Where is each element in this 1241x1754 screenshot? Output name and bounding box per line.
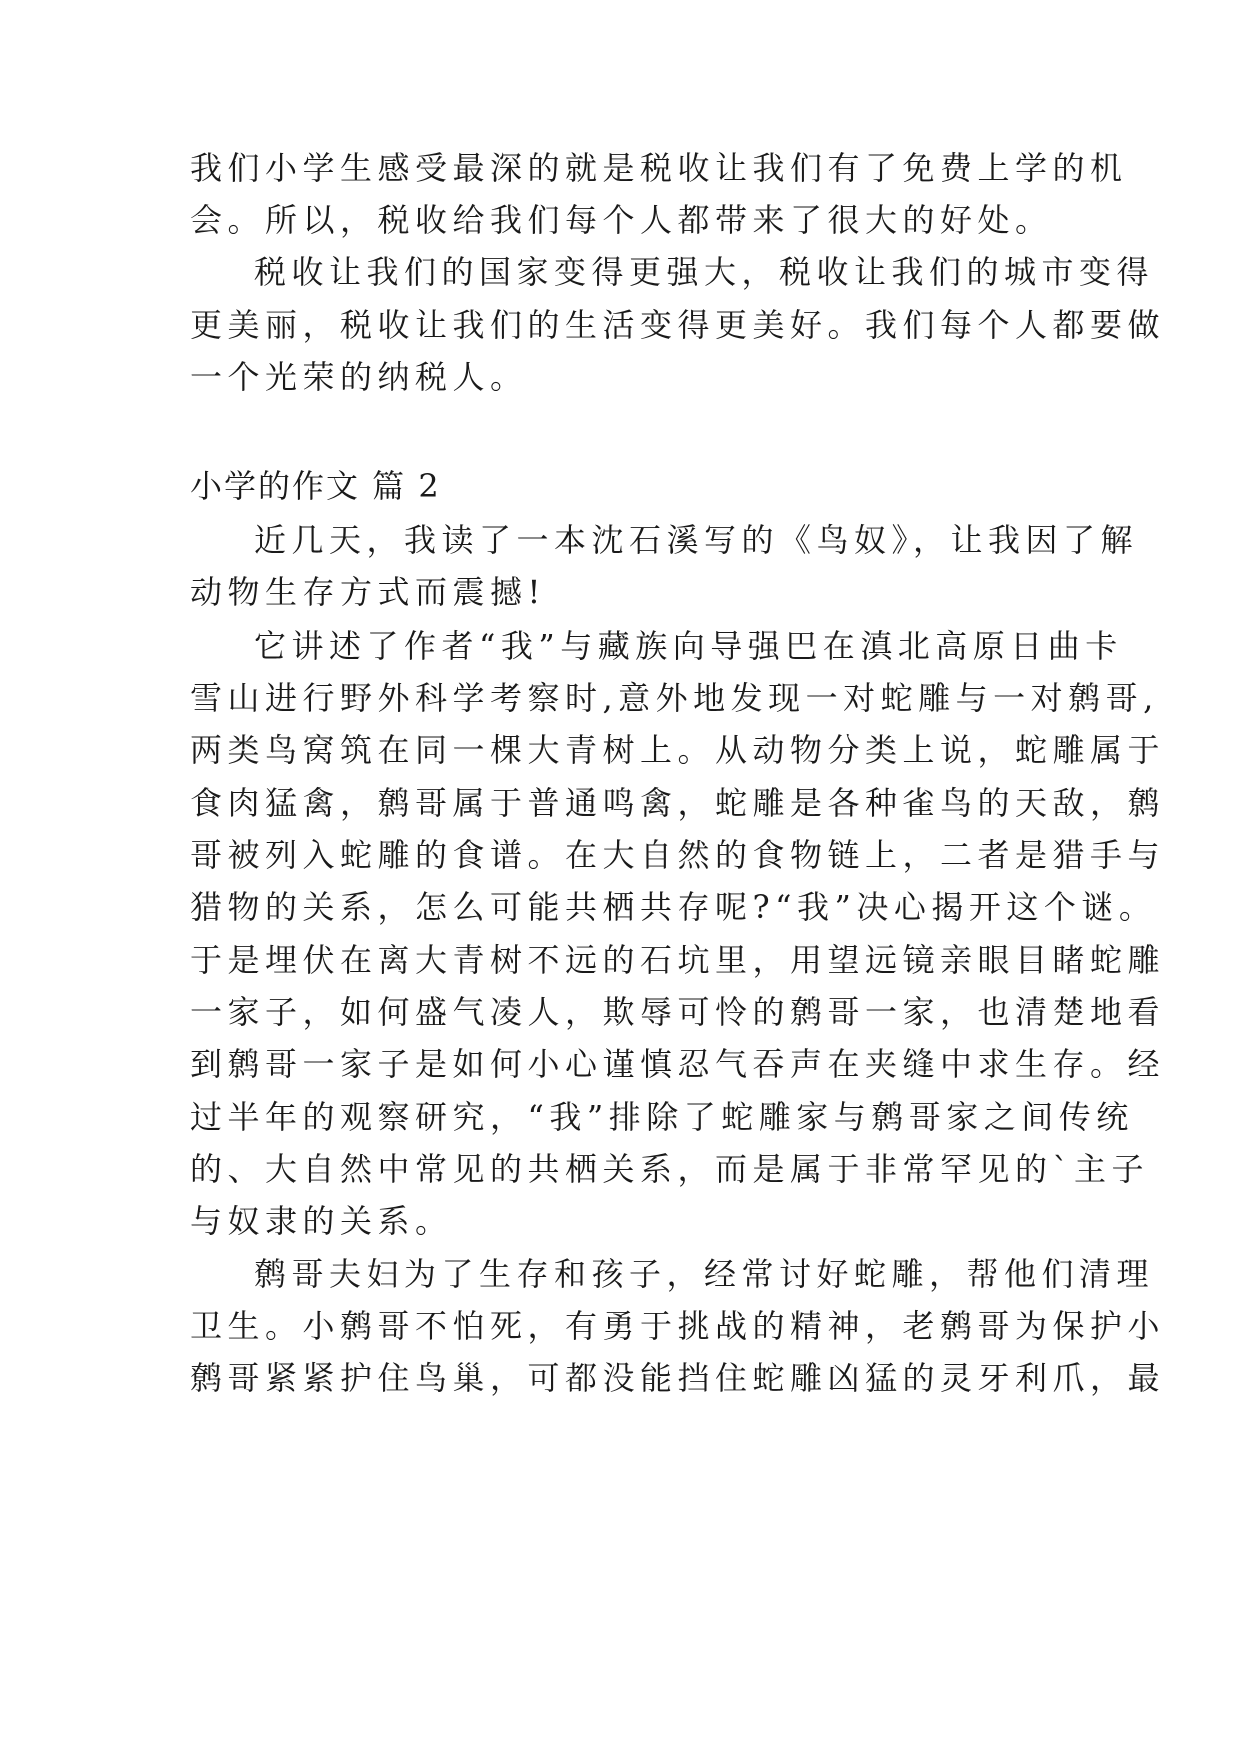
paragraph-2-line-3: 一个光荣的纳税人。 <box>190 358 528 396</box>
paragraph-4-line-5: 哥被列入蛇雕的食谱。在大自然的食物链上，二者是猎手与 <box>190 836 1166 874</box>
paragraph-4-line-4: 食肉猛禽，鹩哥属于普通鸣禽，蛇雕是各种雀鸟的天敌，鹩 <box>190 784 1166 822</box>
paragraph-5-line-3: 鹩哥紧紧护住鸟巢，可都没能挡住蛇雕凶猛的灵牙利爪，最 <box>190 1359 1166 1397</box>
paragraph-3-line-1: 近几天，我读了一本沈石溪写的《鸟奴》，让我因了解 <box>254 521 1139 559</box>
paragraph-4-line-8: 一家子，如何盛气凌人，欺辱可怜的鹩哥一家，也清楚地看 <box>190 993 1166 1031</box>
section-heading: 小学的作文 篇 2 <box>190 467 441 505</box>
paragraph-4-line-10: 过半年的观察研究，“我”排除了蛇雕家与鹩哥家之间传统 <box>190 1098 1134 1136</box>
paragraph-5-line-2: 卫生。小鹩哥不怕死，有勇于挑战的精神，老鹩哥为保护小 <box>190 1307 1166 1345</box>
paragraph-4-line-11: 的、大自然中常见的共栖关系，而是属于非常罕见的`主子 <box>190 1150 1150 1188</box>
paragraph-4-line-7: 于是埋伏在离大青树不远的石坑里，用望远镜亲眼目睹蛇雕 <box>190 941 1166 979</box>
paragraph-2-line-2: 更美丽，税收让我们的生活变得更美好。我们每个人都要做 <box>190 306 1166 344</box>
paragraph-4-line-12: 与奴隶的关系。 <box>190 1202 453 1240</box>
paragraph-4-line-1: 它讲述了作者“我”与藏族向导强巴在滇北高原日曲卡 <box>254 627 1123 665</box>
paragraph-4-line-6: 猎物的关系，怎么可能共栖共存呢?“我”决心揭开这个谜。 <box>190 888 1157 926</box>
paragraph-4-line-2: 雪山进行野外科学考察时,意外地发现一对蛇雕与一对鹩哥, <box>190 679 1159 717</box>
paragraph-3-line-2: 动物生存方式而震撼! <box>190 573 546 611</box>
paragraph-1-line-1: 我们小学生感受最深的就是税收让我们有了免费上学的机 <box>190 149 1128 187</box>
paragraph-1-line-2: 会。所以，税收给我们每个人都带来了很大的好处。 <box>190 201 1053 239</box>
paragraph-4-line-9: 到鹩哥一家子是如何小心谨慎忍气吞声在夹缝中求生存。经 <box>190 1045 1166 1083</box>
paragraph-4-line-3: 两类鸟窝筑在同一棵大青树上。从动物分类上说，蛇雕属于 <box>190 731 1166 769</box>
paragraph-5-line-1: 鹩哥夫妇为了生存和孩子，经常讨好蛇雕，帮他们清理 <box>254 1255 1155 1293</box>
paragraph-2-line-1: 税收让我们的国家变得更强大，税收让我们的城市变得 <box>254 253 1155 291</box>
